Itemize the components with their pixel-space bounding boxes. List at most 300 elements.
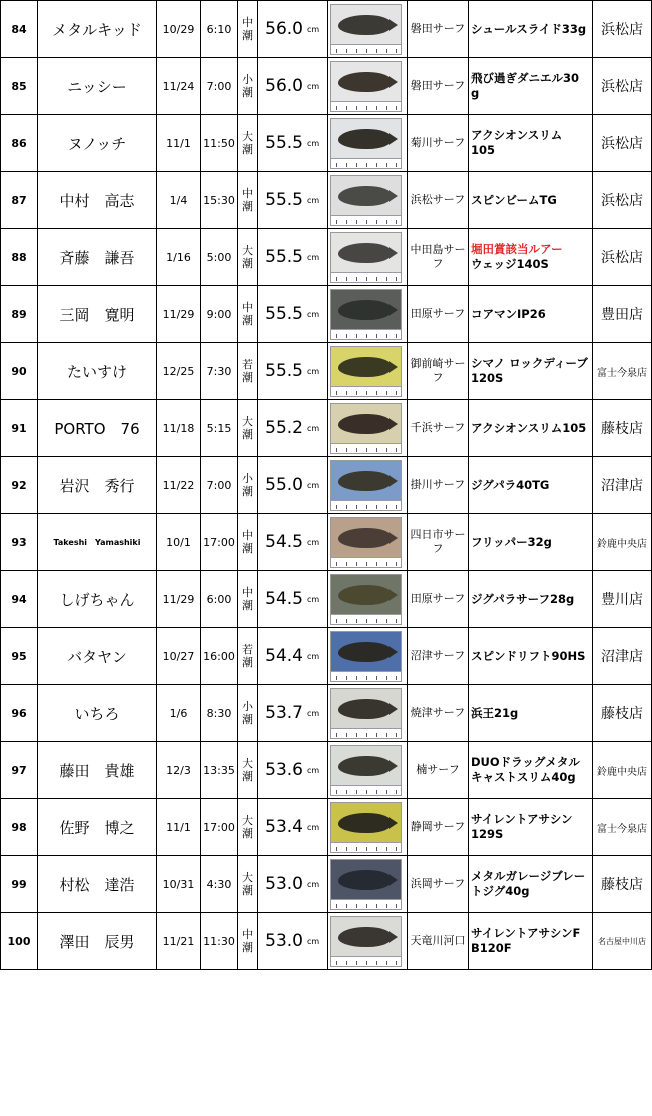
shop-name: 藤枝店 <box>593 856 652 913</box>
tide-char: 潮 <box>242 656 253 669</box>
ruler-tick <box>356 49 357 53</box>
ruler-tick <box>376 733 377 737</box>
ruler-tick <box>396 448 397 452</box>
fish-size: 53.4 <box>258 799 308 856</box>
fishing-spot <box>408 58 469 115</box>
lure-line: サイレントアサシンF <box>471 926 581 940</box>
table-row <box>1 115 652 172</box>
ruler-tick <box>386 106 387 110</box>
fish-size: 54.5 <box>258 571 308 628</box>
table-row <box>1 58 652 115</box>
lure-line: ジグパラサーフ28g <box>471 591 575 606</box>
ruler-tick <box>396 163 397 167</box>
place-line: 浜岡サーフ <box>410 877 466 890</box>
ruler-tick <box>386 733 387 737</box>
table-row <box>1 913 652 970</box>
size-unit: cm <box>307 286 328 343</box>
tide-cell <box>238 571 258 628</box>
tail-fin <box>389 304 398 316</box>
ruler-tick <box>376 163 377 167</box>
photo-cell <box>328 1 408 58</box>
tide-char: 潮 <box>242 29 253 42</box>
ruler-strip <box>331 956 401 966</box>
tail-fin <box>389 133 398 145</box>
ruler-tick <box>336 106 337 110</box>
tide-char: 小 <box>242 472 253 485</box>
angler-name: 三岡 寛明 <box>38 286 157 343</box>
tide-char: 潮 <box>242 86 253 99</box>
ruler-tick <box>396 505 397 509</box>
ruler-tick <box>346 505 347 509</box>
catch-date: 11/29 <box>157 571 201 628</box>
ruler-tick <box>396 676 397 680</box>
fishing-spot <box>408 571 469 628</box>
ruler-tick <box>366 106 367 110</box>
tail-fin <box>389 646 398 658</box>
ruler-tick <box>336 562 337 566</box>
catch-time: 15:30 <box>201 172 238 229</box>
ruler-tick <box>346 847 347 851</box>
fish-size: 55.5 <box>258 115 308 172</box>
fish-size: 55.0 <box>258 457 308 514</box>
photo-cell <box>328 799 408 856</box>
ruler-tick <box>396 334 397 338</box>
tide-cell <box>238 799 258 856</box>
place-line: 磐田サーフ <box>410 22 466 35</box>
ruler-tick <box>346 49 347 53</box>
ruler-tick <box>366 676 367 680</box>
ruler-tick <box>376 277 377 281</box>
fish-photo <box>330 289 402 340</box>
flounder-image <box>338 756 392 776</box>
tide-char: 若 <box>242 643 253 656</box>
ruler-tick <box>356 505 357 509</box>
size-unit: cm <box>307 799 328 856</box>
shop-name: 浜松店 <box>593 229 652 286</box>
ruler-tick <box>376 676 377 680</box>
fish-size: 53.7 <box>258 685 308 742</box>
fish-size: 55.5 <box>258 343 308 400</box>
ruler-tick <box>396 847 397 851</box>
fish-size: 53.0 <box>258 913 308 970</box>
size-unit: cm <box>307 229 328 286</box>
tide-char: 大 <box>242 814 253 827</box>
ruler-tick <box>366 277 367 281</box>
ruler-tick <box>386 334 387 338</box>
fishing-spot <box>408 343 469 400</box>
fishing-spot <box>408 172 469 229</box>
place-line: 田原サーフ <box>410 307 466 320</box>
angler-name: メタルキッド <box>38 1 157 58</box>
tail-fin <box>389 76 398 88</box>
ruler-strip <box>331 557 401 567</box>
catch-time: 5:15 <box>201 400 238 457</box>
place-line: 沼津サーフ <box>410 649 466 662</box>
shop-name: 浜松店 <box>593 58 652 115</box>
size-unit: cm <box>307 58 328 115</box>
rank-cell: 100 <box>1 913 38 970</box>
shop-name: 沼津店 <box>593 628 652 685</box>
catch-time: 17:00 <box>201 799 238 856</box>
ruler-strip <box>331 272 401 282</box>
ruler-tick <box>396 562 397 566</box>
tail-fin <box>389 475 398 487</box>
place-line: 中田島サー <box>410 243 466 256</box>
angler-name: 澤田 辰男 <box>38 913 157 970</box>
ruler-tick <box>346 562 347 566</box>
tail-fin <box>389 874 398 886</box>
flounder-image <box>338 585 392 605</box>
photo-cell <box>328 856 408 913</box>
catch-date: 10/29 <box>157 1 201 58</box>
ruler-tick <box>346 277 347 281</box>
lure-line: DUOドラッグメタル <box>471 755 580 769</box>
lure-cell <box>469 286 593 343</box>
ruler-tick <box>356 448 357 452</box>
angler-name: いちろ <box>38 685 157 742</box>
ruler-tick <box>366 562 367 566</box>
catch-date: 10/1 <box>157 514 201 571</box>
flounder-image <box>338 243 392 263</box>
tide-char: 小 <box>242 700 253 713</box>
shop-name: 浜松店 <box>593 115 652 172</box>
ruler-tick <box>376 220 377 224</box>
ruler-tick <box>386 163 387 167</box>
fish-photo <box>330 802 402 853</box>
shop-name: 藤枝店 <box>593 685 652 742</box>
lure-cell <box>469 856 593 913</box>
catch-date: 11/29 <box>157 286 201 343</box>
ruler-strip <box>331 386 401 396</box>
ruler-strip <box>331 728 401 738</box>
photo-cell <box>328 913 408 970</box>
fishing-spot <box>408 913 469 970</box>
ruler-tick <box>356 676 357 680</box>
lure-cell <box>469 172 593 229</box>
photo-cell <box>328 457 408 514</box>
ruler-tick <box>386 448 387 452</box>
tail-fin <box>389 19 398 31</box>
tide-char: 潮 <box>242 941 253 954</box>
ruler-tick <box>396 49 397 53</box>
ruler-tick <box>356 163 357 167</box>
rank-cell: 94 <box>1 571 38 628</box>
ruler-strip <box>331 899 401 909</box>
tide-char: 潮 <box>242 314 253 327</box>
ruler-tick <box>336 847 337 851</box>
angler-name: しげちゃん <box>38 571 157 628</box>
ruler-tick <box>356 733 357 737</box>
lure-line: キャストスリム40g <box>471 770 576 784</box>
ruler-tick <box>396 106 397 110</box>
ruler-tick <box>336 49 337 53</box>
fishing-spot <box>408 286 469 343</box>
fishing-spot <box>408 856 469 913</box>
rank-cell: 99 <box>1 856 38 913</box>
ranking-rows <box>1 1 652 970</box>
tide-char: 潮 <box>242 884 253 897</box>
flounder-image <box>338 471 392 491</box>
angler-name: PORTO 76 <box>38 400 157 457</box>
tide-char: 潮 <box>242 713 253 726</box>
ruler-strip <box>331 842 401 852</box>
fish-size: 55.2 <box>258 400 308 457</box>
photo-cell <box>328 685 408 742</box>
flounder-image <box>338 186 392 206</box>
ruler-tick <box>336 391 337 395</box>
fishing-spot <box>408 799 469 856</box>
award-lure-note: 堀田賞該当ルアー <box>471 242 563 256</box>
shop-name: 藤枝店 <box>593 400 652 457</box>
lure-cell <box>469 115 593 172</box>
catch-time: 7:00 <box>201 58 238 115</box>
angler-name: ニッシー <box>38 58 157 115</box>
fish-size: 55.5 <box>258 172 308 229</box>
ruler-tick <box>336 163 337 167</box>
place-line: フ <box>432 542 444 555</box>
flounder-image <box>338 129 392 149</box>
ruler-tick <box>396 391 397 395</box>
lure-line: B120F <box>471 941 512 955</box>
size-unit: cm <box>307 856 328 913</box>
catch-time: 7:00 <box>201 457 238 514</box>
lure-line: サイレントアサシン <box>471 812 573 826</box>
ruler-tick <box>396 904 397 908</box>
ruler-tick <box>356 961 357 965</box>
lure-line: ジグパラ40TG <box>471 477 550 492</box>
ruler-tick <box>376 106 377 110</box>
catch-time: 13:35 <box>201 742 238 799</box>
tide-cell <box>238 115 258 172</box>
lure-line: 120S <box>471 371 504 385</box>
catch-date: 10/27 <box>157 628 201 685</box>
ruler-tick <box>336 334 337 338</box>
shop-name: 富士今泉店 <box>593 799 652 856</box>
fish-photo <box>330 175 402 226</box>
ruler-tick <box>336 904 337 908</box>
catch-time: 8:30 <box>201 685 238 742</box>
tide-cell <box>238 286 258 343</box>
ruler-tick <box>376 334 377 338</box>
rank-cell: 90 <box>1 343 38 400</box>
lure-cell <box>469 742 593 799</box>
ruler-tick <box>376 505 377 509</box>
lure-cell <box>469 229 593 286</box>
catch-date: 11/1 <box>157 799 201 856</box>
ruler-tick <box>336 220 337 224</box>
catch-time: 9:00 <box>201 286 238 343</box>
tide-char: 中 <box>242 529 253 542</box>
tide-cell <box>238 343 258 400</box>
catch-date: 11/21 <box>157 913 201 970</box>
photo-cell <box>328 742 408 799</box>
fish-size: 53.6 <box>258 742 308 799</box>
ruler-tick <box>386 961 387 965</box>
fishing-spot <box>408 742 469 799</box>
table-row <box>1 571 652 628</box>
photo-cell <box>328 343 408 400</box>
ruler-tick <box>376 619 377 623</box>
lure-line: g <box>471 86 480 100</box>
fish-photo <box>330 574 402 625</box>
ruler-strip <box>331 215 401 225</box>
fish-size: 54.4 <box>258 628 308 685</box>
ruler-tick <box>346 961 347 965</box>
place-line: 千浜サーフ <box>410 421 466 434</box>
size-unit: cm <box>307 343 328 400</box>
fish-size: 53.0 <box>258 856 308 913</box>
ruler-strip <box>331 44 401 54</box>
shop-name: 鈴鹿中央店 <box>593 514 652 571</box>
tail-fin <box>389 532 398 544</box>
ruler-tick <box>356 334 357 338</box>
fishing-spot <box>408 628 469 685</box>
lure-cell <box>469 685 593 742</box>
table-row <box>1 856 652 913</box>
shop-name: 鈴鹿中央店 <box>593 742 652 799</box>
rank-cell: 87 <box>1 172 38 229</box>
ruler-tick <box>356 790 357 794</box>
ruler-tick <box>336 448 337 452</box>
tide-char: 中 <box>242 301 253 314</box>
flounder-image <box>338 813 392 833</box>
lure-line: アクシオンスリム <box>471 128 563 142</box>
fish-photo <box>330 631 402 682</box>
fish-photo <box>330 688 402 739</box>
size-unit: cm <box>307 514 328 571</box>
catch-time: 6:00 <box>201 571 238 628</box>
ruler-tick <box>356 847 357 851</box>
tide-char: 潮 <box>242 428 253 441</box>
photo-cell <box>328 628 408 685</box>
fish-size: 56.0 <box>258 1 308 58</box>
tide-char: 大 <box>242 415 253 428</box>
ruler-tick <box>346 106 347 110</box>
tide-cell <box>238 457 258 514</box>
ruler-strip <box>331 443 401 453</box>
tide-cell <box>238 229 258 286</box>
catch-date: 11/24 <box>157 58 201 115</box>
shop-name: 浜松店 <box>593 172 652 229</box>
shop-name: 豊川店 <box>593 571 652 628</box>
catch-time: 7:30 <box>201 343 238 400</box>
ruler-tick <box>336 733 337 737</box>
fish-size: 55.5 <box>258 286 308 343</box>
ruler-tick <box>346 790 347 794</box>
tide-char: 中 <box>242 16 253 29</box>
ruler-tick <box>356 562 357 566</box>
tide-char: 中 <box>242 187 253 200</box>
ruler-strip <box>331 329 401 339</box>
lure-line: フリッパー32g <box>471 534 552 549</box>
fish-size: 55.5 <box>258 229 308 286</box>
photo-cell <box>328 115 408 172</box>
fish-size: 56.0 <box>258 58 308 115</box>
catch-date: 1/16 <box>157 229 201 286</box>
flounder-image <box>338 870 392 890</box>
table-row <box>1 286 652 343</box>
ruler-tick <box>356 904 357 908</box>
lure-cell <box>469 913 593 970</box>
rank-cell: 88 <box>1 229 38 286</box>
lure-line: スピンドリフト90HS <box>471 648 586 663</box>
rank-cell: 93 <box>1 514 38 571</box>
ruler-tick <box>386 676 387 680</box>
fishing-spot <box>408 685 469 742</box>
table-row <box>1 400 652 457</box>
tide-char: 大 <box>242 871 253 884</box>
photo-cell <box>328 172 408 229</box>
table-row <box>1 742 652 799</box>
tide-cell <box>238 913 258 970</box>
lure-line: 129S <box>471 827 504 841</box>
ruler-tick <box>346 676 347 680</box>
fish-photo <box>330 232 402 283</box>
lure-cell <box>469 343 593 400</box>
ruler-tick <box>356 619 357 623</box>
lure-line: 浜王21g <box>471 705 519 720</box>
ruler-tick <box>376 961 377 965</box>
lure-line: コアマンIP26 <box>471 306 546 321</box>
ruler-tick <box>346 220 347 224</box>
catch-time: 11:30 <box>201 913 238 970</box>
fish-photo <box>330 859 402 910</box>
ruler-tick <box>396 220 397 224</box>
ruler-tick <box>366 163 367 167</box>
catch-time: 17:00 <box>201 514 238 571</box>
ruler-tick <box>386 790 387 794</box>
ruler-tick <box>366 904 367 908</box>
photo-cell <box>328 286 408 343</box>
ruler-tick <box>366 505 367 509</box>
ruler-tick <box>366 733 367 737</box>
lure-line: シマノ ロックディーブ <box>471 356 588 370</box>
fish-photo <box>330 745 402 796</box>
table-row <box>1 514 652 571</box>
tail-fin <box>389 190 398 202</box>
rank-cell: 85 <box>1 58 38 115</box>
ruler-strip <box>331 500 401 510</box>
angler-name: 村松 達浩 <box>38 856 157 913</box>
ruler-tick <box>346 448 347 452</box>
ruler-tick <box>376 904 377 908</box>
place-line: 焼津サーフ <box>410 706 466 719</box>
ruler-tick <box>346 391 347 395</box>
ruler-tick <box>346 163 347 167</box>
lure-cell <box>469 400 593 457</box>
lure-line: 飛び過ぎダニエル30 <box>471 71 580 85</box>
ruler-tick <box>376 49 377 53</box>
ruler-tick <box>336 277 337 281</box>
ruler-strip <box>331 785 401 795</box>
fish-photo <box>330 403 402 454</box>
flounder-image <box>338 15 392 35</box>
tail-fin <box>389 817 398 829</box>
ruler-tick <box>336 676 337 680</box>
catch-time: 6:10 <box>201 1 238 58</box>
place-line: 菊川サーフ <box>410 136 466 149</box>
tide-cell <box>238 1 258 58</box>
ruler-tick <box>386 847 387 851</box>
tail-fin <box>389 931 398 943</box>
size-unit: cm <box>307 628 328 685</box>
angler-name: 斉藤 謙吾 <box>38 229 157 286</box>
table-row <box>1 172 652 229</box>
size-unit: cm <box>307 1 328 58</box>
rank-cell: 84 <box>1 1 38 58</box>
ruler-tick <box>386 904 387 908</box>
flounder-image <box>338 642 392 662</box>
